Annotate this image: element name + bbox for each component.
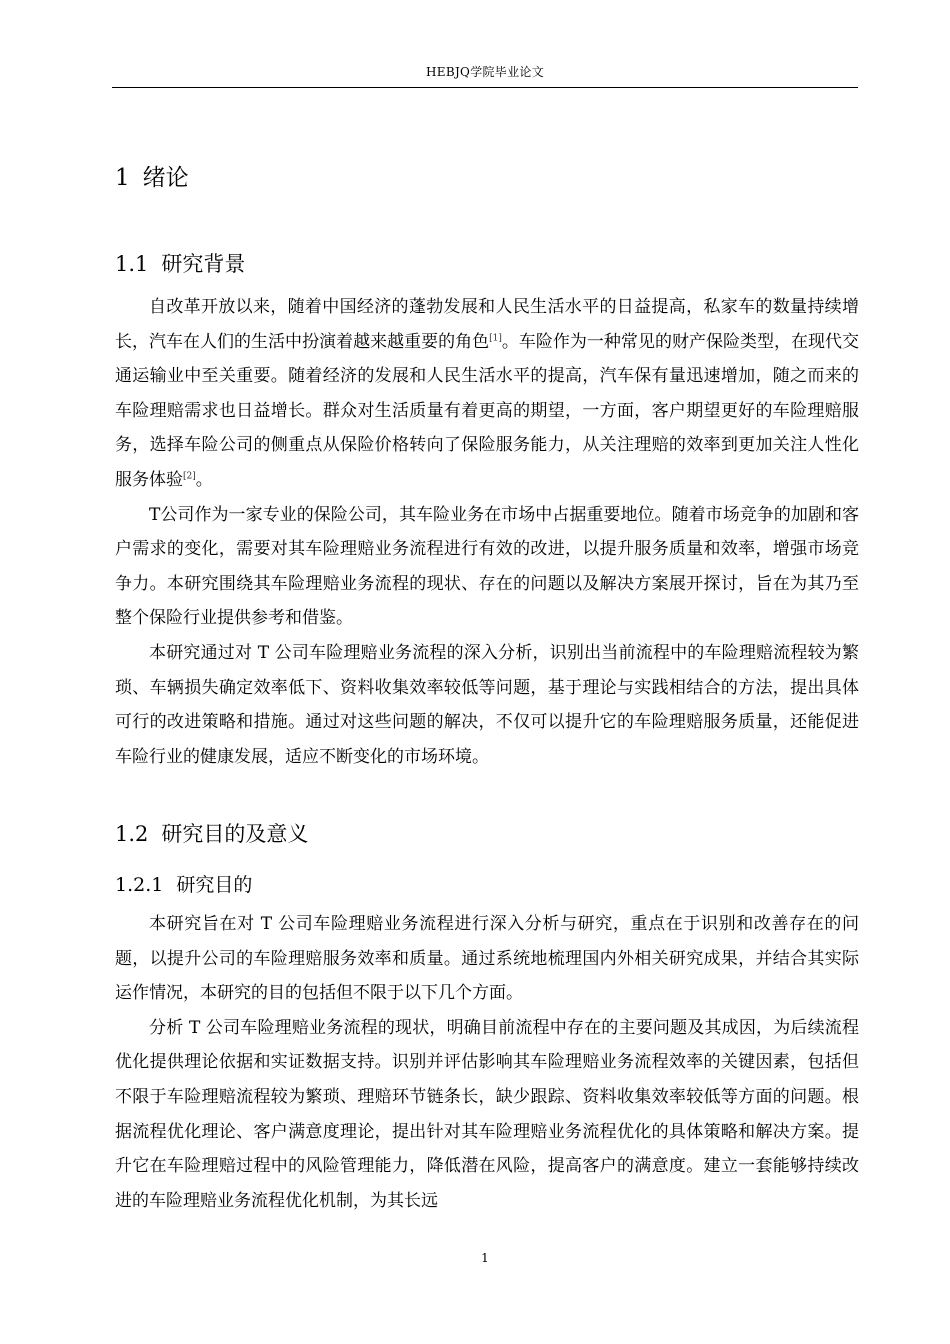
paragraph-text: 自改革开放以来，随着中国经济的蓬勃发展和人民生活水平的日益提高，私家车的数量持续增长，汽车在人们的生活中扮演着越来越重要的角色 — [115, 297, 859, 352]
section-heading-1-2 — [115, 818, 308, 850]
section-heading-1-1 — [115, 248, 245, 280]
chapter-number: 1 — [115, 165, 130, 191]
section-number: 1.2 — [115, 822, 149, 846]
citation-ref[interactable]: [2] — [183, 471, 196, 482]
paragraph: 本研究旨在对 T 公司车险理赔业务流程进行深入分析与研究，重点在于识别和改善存在的问题，以提升公司的车险理赔服务效率和质量。通过系统地梳理国内外相关研究成果，并结合其实际运作情况，本研究的目的包括但不限于以下几个方面。 — [115, 914, 859, 1004]
section-title: 研究目的及意义 — [161, 822, 309, 846]
subsection-1-2-1-body — [115, 907, 859, 1218]
paragraph: T公司作为一家专业的保险公司，其车险业务在市场中占据重要地位。随着市场竞争的加剧和客户需求的变化，需要对其车险理赔业务流程进行有效的改进，以提升服务质量和效率，增强市场竞争力。本研究围绕其车险理赔业务流程的现状、存在的问题以及解决方案展开探讨，旨在为其乃至整个保险行业提供参考和借鉴。 — [115, 504, 859, 629]
section-title: 研究背景 — [161, 252, 246, 276]
chapter-heading — [115, 160, 189, 196]
subsection-title: 研究目的 — [176, 874, 253, 896]
paragraph: 本研究通过对 T 公司车险理赔业务流程的深入分析，识别出当前流程中的车险理赔流程较为繁琐、车辆损失确定效率低下、资料收集效率较低等问题，基于理论与实践相结合的方法，提出具体可行的改进策略和措施。通过对这些问题的解决，不仅可以提升它的车险理赔服务质量，还能促进车险行业的健康发展，适应不断变化的市场环境。 — [115, 642, 859, 767]
paragraph-text: 。车险作为一种常见的财产保险类型，在现代交通运输业中至关重要。随着经济的发展和人民生活水平的提高，汽车保有量迅速增加，随之而来的车险理赔需求也日益增长。群众对生活质量有着更高的期望，一方面，客户期望更好的车险理赔服务，选择车险公司的侧重点从保险价格转向了保险服务能力，从关注理赔的效率到更加关注人性化服务体验 — [115, 331, 860, 490]
subsection-number: 1.2.1 — [115, 874, 164, 896]
citation-ref[interactable]: [1] — [489, 332, 502, 343]
subsection-heading-1-2-1 — [115, 870, 252, 900]
section-number: 1.1 — [115, 252, 149, 276]
paragraph — [115, 290, 859, 498]
header-rule — [112, 87, 858, 88]
chapter-title: 绪论 — [142, 165, 189, 191]
page-number: 1 — [481, 1251, 489, 1265]
section-1-1-body — [115, 290, 859, 774]
running-header: HEBJQ学院毕业论文 — [426, 65, 544, 79]
paragraph-text: 。 — [195, 469, 213, 490]
paragraph: 分析 T 公司车险理赔业务流程的现状，明确目前流程中存在的主要问题及其成因，为后续流程优化提供理论依据和实证数据支持。识别并评估影响其车险理赔业务流程效率的关键因素，包括但不限于车险理赔流程较为繁琐、理赔环节链条长，缺少跟踪、资料收集效率较低等方面的问题。根据流程优化理论、客户满意度理论，提出针对其车险理赔业务流程优化的具体策略和解决方案。提升它在车险理赔过程中的风险管理能力，降低潜在风险，提高客户的满意度。建立一套能够持续改进的车险理赔业务流程优化机制，为其长远 — [115, 1017, 859, 1211]
